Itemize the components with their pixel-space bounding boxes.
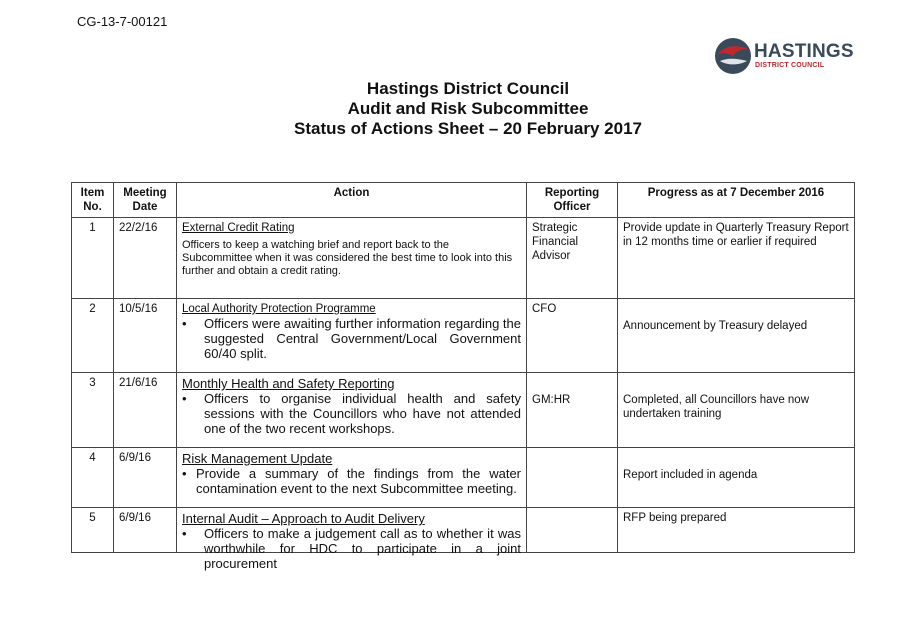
- action-title: Local Authority Protection Programme: [182, 303, 376, 315]
- logo-subtitle: DISTRICT COUNCIL: [755, 62, 825, 69]
- header-reporting-officer: Reporting Officer: [527, 183, 618, 218]
- item-number: 4: [72, 448, 114, 508]
- logo-name: HASTINGS: [754, 41, 854, 62]
- table-row: [72, 218, 855, 299]
- bullet-icon: •: [182, 316, 187, 331]
- action-bullet: [182, 526, 521, 571]
- header-action: Action: [177, 183, 527, 218]
- progress-note: Completed, all Councillors have now undertaken training: [618, 373, 855, 448]
- action-title: Monthly Health and Safety Reporting: [182, 376, 395, 391]
- progress-note: Provide update in Quarterly Treasury Report in 12 months time or earlier if required: [618, 218, 855, 299]
- table-header-row: [72, 183, 855, 218]
- action-text: Officers to organise individual health and safety sessions with the Councillors who have not attended one of the two recent workshops.: [204, 391, 521, 436]
- action-cell: [177, 448, 527, 508]
- action-cell: [177, 299, 527, 373]
- table-row: [72, 448, 855, 508]
- bullet-icon: •: [182, 526, 187, 541]
- table-row: [72, 299, 855, 373]
- header-meeting-date: Meeting Date: [114, 183, 177, 218]
- action-bullet: [182, 391, 521, 436]
- reporting-officer: [527, 508, 618, 553]
- action-text: Officers to keep a watching brief and report back to the Subcommittee when it was considered the best time to look into this further and obtain a credit rating.: [182, 239, 513, 277]
- actions-table: [71, 182, 855, 571]
- title-line-1: Hastings District Council: [366, 79, 570, 98]
- item-number: 2: [72, 299, 114, 373]
- action-text: Officers were awaiting further information regarding the suggested Central Government/Local Government 60/40 split.: [204, 316, 521, 361]
- reporting-officer: Strategic Financial Advisor: [527, 218, 618, 299]
- action-text: Officers to make a judgement call as to whether it was worthwhile for HDC to participate in a joint procurement: [204, 526, 521, 571]
- header-item-no: Item No.: [72, 183, 114, 218]
- page-title: [180, 79, 756, 139]
- action-cell: [177, 218, 527, 299]
- table-row: [72, 373, 855, 448]
- table-row: [72, 508, 855, 553]
- council-logo: [714, 37, 854, 77]
- action-clip: [182, 511, 521, 571]
- bullet-icon: •: [182, 391, 187, 406]
- item-number: 3: [72, 373, 114, 448]
- meeting-date: 6/9/16: [114, 508, 177, 553]
- action-text: Provide a summary of the findings from the water contamination event to the next Subcommittee meeting.: [196, 466, 521, 496]
- header-progress: Progress as at 7 December 2016: [618, 183, 855, 218]
- action-title: Internal Audit – Approach to Audit Delivery: [182, 511, 425, 526]
- meeting-date: 21/6/16: [114, 373, 177, 448]
- bullet-icon: •: [182, 466, 187, 481]
- document-reference: CG-13-7-00121: [77, 14, 168, 29]
- reporting-officer: CFO: [527, 299, 618, 373]
- item-number: 5: [72, 508, 114, 553]
- action-bullet: [182, 466, 521, 496]
- action-title: Risk Management Update: [182, 451, 333, 466]
- title-line-3: Status of Actions Sheet – 20 February 2017: [294, 119, 642, 138]
- item-number: 1: [72, 218, 114, 299]
- action-bullet: [182, 316, 521, 361]
- action-cell: [177, 508, 527, 571]
- reporting-officer: GM:HR: [527, 373, 618, 448]
- meeting-date: 6/9/16: [114, 448, 177, 508]
- action-cell: [177, 373, 527, 448]
- logo-emblem-icon: [714, 37, 752, 75]
- progress-note: Report included in agenda: [618, 448, 855, 508]
- meeting-date: 22/2/16: [114, 218, 177, 299]
- reporting-officer: [527, 448, 618, 508]
- meeting-date: 10/5/16: [114, 299, 177, 373]
- title-line-2: Audit and Risk Subcommittee: [347, 99, 589, 118]
- progress-note: RFP being prepared: [618, 508, 855, 553]
- progress-note: Announcement by Treasury delayed: [618, 299, 855, 373]
- action-title: External Credit Rating: [182, 222, 295, 234]
